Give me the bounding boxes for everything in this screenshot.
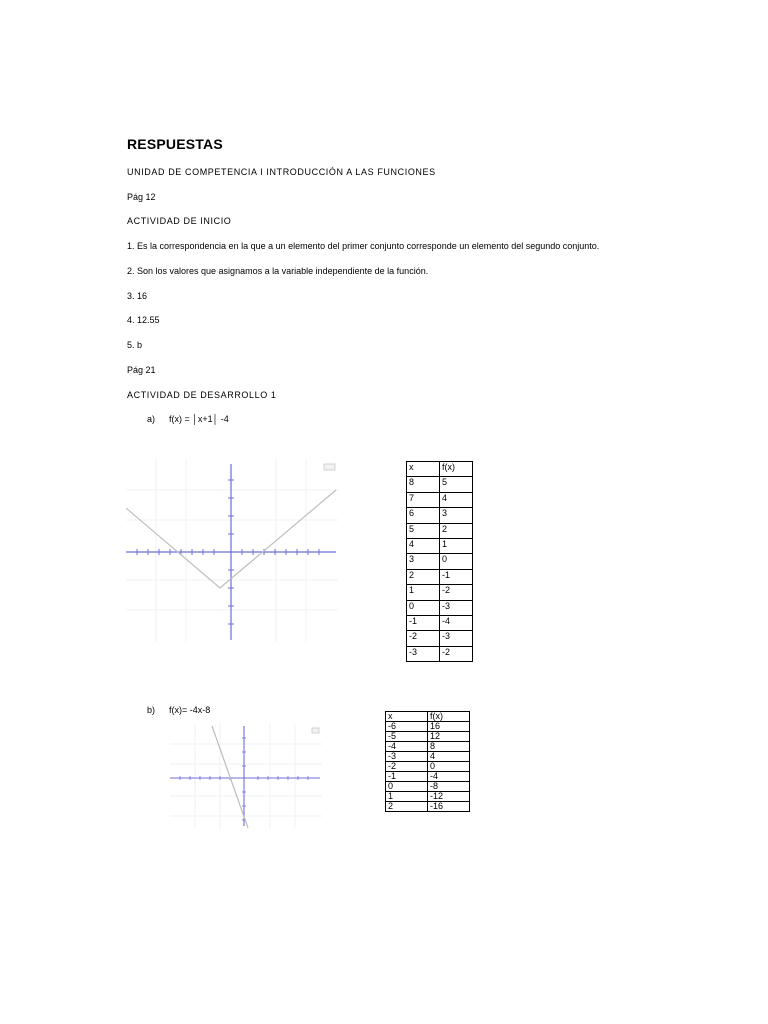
table-a-cell: 7 [407,492,440,507]
graph-a [126,460,338,642]
table-a-cell: 6 [407,508,440,523]
table-a-cell: -1 [440,569,473,584]
item-a-label [147,414,229,424]
table-b-body [386,712,470,812]
table-a-body [407,462,473,662]
table-b-row [386,722,470,732]
table-b-row [386,732,470,742]
table-b-cell: 16 [428,722,470,732]
table-b-cell: 1 [386,792,428,802]
table-a-row [407,615,473,630]
table-a-row [407,585,473,600]
table-b-header-row [386,712,470,722]
item-a-function: f(x) = │x+1│ -4 [169,414,229,424]
graph-b-zoom-icon[interactable] [312,728,319,733]
page-ref-21: Pág 21 [127,365,156,375]
table-a-cell: 0 [440,554,473,569]
table-a-cell: -2 [407,631,440,646]
table-a-cell: 4 [440,492,473,507]
activity-start-heading: ACTIVIDAD DE INICIO [127,216,232,226]
table-a-cell: -1 [407,615,440,630]
table-a-header-cell: x [407,462,440,477]
table-a-cell: -3 [440,600,473,615]
activity-dev-heading: ACTIVIDAD DE DESARROLLO 1 [127,390,277,400]
graph-b-curve [212,726,248,828]
table-a-row [407,508,473,523]
answer-1: 1. Es la correspondencia en la que a un elemento del primer conjunto corresponde un elemento del segundo conjunto. [127,241,600,251]
page-ref-12: Pág 12 [127,192,156,202]
answer-5: 5. b [127,340,143,350]
table-a-cell: 1 [407,585,440,600]
table-a-row [407,631,473,646]
table-a-header-row [407,462,473,477]
graph-b-grid [170,724,322,828]
table-a-cell: -2 [440,646,473,661]
table-b-row [386,792,470,802]
graph-a-svg [126,460,338,642]
table-b-row [386,782,470,792]
graph-b [170,724,322,828]
table-a-row [407,523,473,538]
table-b-header-cell: x [386,712,428,722]
answer-3: 3. 16 [127,291,148,301]
table-a-row [407,569,473,584]
table-a-cell: 2 [407,569,440,584]
table-b-cell: -4 [386,742,428,752]
item-b-function: f(x)= -4x-8 [169,705,211,715]
graph-b-svg [170,724,322,828]
table-b-cell: -1 [386,772,428,782]
table-a-row [407,554,473,569]
table-b-cell: 0 [428,762,470,772]
page-title: RESPUESTAS [127,136,223,152]
table-b-cell: -6 [386,722,428,732]
table-b-cell: 8 [428,742,470,752]
table-a-row [407,538,473,553]
table-a-row [407,477,473,492]
table-a-header-cell: f(x) [440,462,473,477]
table-b-cell: -16 [428,802,470,812]
table-a-cell: 8 [407,477,440,492]
table-a-cell: -2 [440,585,473,600]
table-b-cell: 4 [428,752,470,762]
graph-a-grid [126,460,338,642]
table-a [406,461,473,662]
table-b-cell: -5 [386,732,428,742]
item-a-letter: a) [147,414,156,424]
answer-2: 2. Son los valores que asignamos a la variable independiente de la función. [127,266,429,276]
table-b-header-cell: f(x) [428,712,470,722]
table-a-cell: -4 [440,615,473,630]
graph-a-zoom-icon[interactable] [324,464,335,470]
answer-4: 4. 12.55 [127,315,160,325]
table-a-cell: 3 [440,508,473,523]
table-b-cell: -8 [428,782,470,792]
table-b-row [386,772,470,782]
table-a-cell: 5 [407,523,440,538]
table-b-row [386,802,470,812]
table-a-cell: 1 [440,538,473,553]
table-b-cell: 2 [386,802,428,812]
table-b-cell: -4 [428,772,470,782]
table-a-cell: 3 [407,554,440,569]
table-b-cell: -3 [386,752,428,762]
table-a-row [407,646,473,661]
table-b-row [386,762,470,772]
table-a-cell: 0 [407,600,440,615]
table-b-cell: 12 [428,732,470,742]
table-a-cell: 5 [440,477,473,492]
table-a-cell: 4 [407,538,440,553]
item-b-letter: b) [147,705,156,715]
table-a-row [407,492,473,507]
table-b-row [386,752,470,762]
table-b-row [386,742,470,752]
table-a-cell: 2 [440,523,473,538]
table-a-cell: -3 [407,646,440,661]
unit-heading: UNIDAD DE COMPETENCIA I INTRODUCCIÓN A LAS FUNCIONES [127,167,436,177]
table-a-cell: -3 [440,631,473,646]
table-a-row [407,600,473,615]
table-b-cell: -12 [428,792,470,802]
table-b [385,711,470,812]
item-b-label [147,705,210,715]
table-b-cell: 0 [386,782,428,792]
table-b-cell: -2 [386,762,428,772]
